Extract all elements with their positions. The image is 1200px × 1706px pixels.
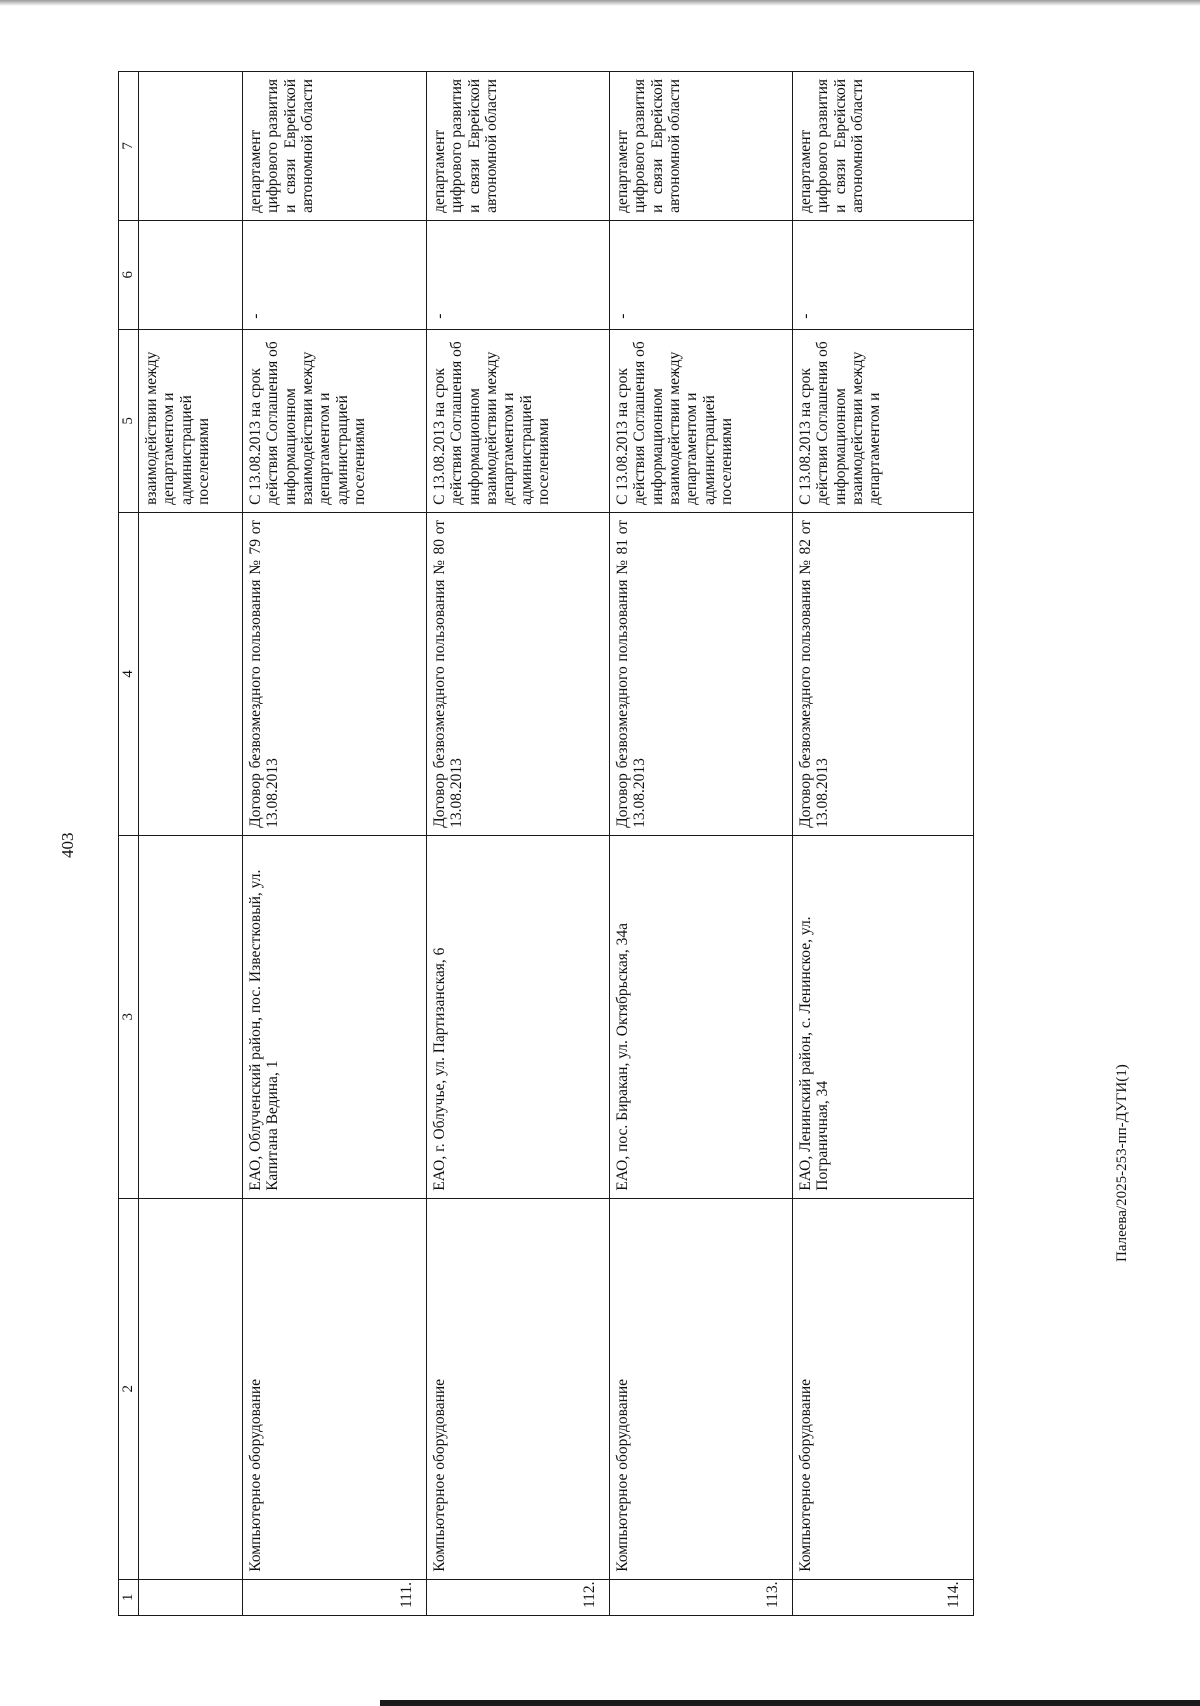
page-number: 403 <box>58 832 77 858</box>
item-document: Договор безвозмездного пользования № 82 от 13.08.2013 <box>792 512 973 835</box>
item-term: С 13.08.2013 на срок действия Соглашения об информационном взаимодействии между департаментом и администрацией поселениями <box>426 329 609 512</box>
item-term: С 13.08.2013 на срок действия Соглашения об информационном взаимодействии между департаментом и <box>792 329 973 512</box>
item-document: Договор безвозмездного пользования № 79 от 13.08.2013 <box>242 512 426 835</box>
table-row <box>242 72 426 1616</box>
table-row <box>792 72 973 1616</box>
item-name: Компьютерное оборудование <box>242 1198 426 1579</box>
column-header-6: 6 <box>119 220 139 329</box>
column-header-row <box>119 72 139 1616</box>
item-col6-dash: - <box>792 220 973 329</box>
row-number: 114. <box>792 1579 973 1615</box>
row-number: 113. <box>609 1579 792 1615</box>
item-term: С 13.08.2013 на срок действия Соглашения об информационном взаимодействии между департаментом и администрацией поселениями <box>242 329 426 512</box>
table-row <box>426 72 609 1616</box>
item-address: ЕАО, пос. Биракан, ул. Октябрьская, 34а <box>609 835 792 1198</box>
item-term: С 13.08.2013 на срок действия Соглашения об информационном взаимодействии между департаментом и администрацией поселениями <box>609 329 792 512</box>
item-document: Договор безвозмездного пользования № 81 от 13.08.2013 <box>609 512 792 835</box>
item-col6-dash: - <box>242 220 426 329</box>
row-number: 112. <box>426 1579 609 1615</box>
table-row <box>609 72 792 1616</box>
scan-edge-top <box>0 0 1200 6</box>
document-footer-code: Палеева/2025-253-пп-ДУГИ(1) <box>1114 1064 1130 1262</box>
continuation-row <box>138 72 242 1616</box>
column-header-5: 5 <box>119 329 139 512</box>
table-cell <box>138 835 242 1198</box>
item-document: Договор безвозмездного пользования № 80 от 13.08.2013 <box>426 512 609 835</box>
column-header-2: 2 <box>119 1198 139 1579</box>
table-cell <box>138 1198 242 1579</box>
row-number: 111. <box>242 1579 426 1615</box>
rotated-table-frame <box>118 71 969 1616</box>
item-col6-dash: - <box>609 220 792 329</box>
scan-edge-bottom <box>380 1700 1200 1706</box>
table-cell <box>138 512 242 835</box>
column-header-3: 3 <box>119 835 139 1198</box>
item-holder: департамент цифрового развития и связи Еврейской автономной области <box>792 72 973 221</box>
item-address: ЕАО, Ленинский район, с. Ленинское, ул. Пограничная, 34 <box>792 835 973 1198</box>
item-name: Компьютерное оборудование <box>609 1198 792 1579</box>
item-holder: департамент цифрового развития и связи Еврейской автономной области <box>242 72 426 221</box>
item-col6-dash: - <box>426 220 609 329</box>
column-header-1: 1 <box>119 1579 139 1615</box>
registry-table <box>118 71 974 1616</box>
item-name: Компьютерное оборудование <box>792 1198 973 1579</box>
item-address: ЕАО, г. Облучье, ул. Партизанская, 6 <box>426 835 609 1198</box>
continuation-term-cell: взаимодействии между департаментом и администрацией поселениями <box>138 329 242 512</box>
table-cell <box>138 72 242 221</box>
item-holder: департамент цифрового развития и связи Еврейской автономной области <box>426 72 609 221</box>
table-cell <box>138 1579 242 1615</box>
item-name: Компьютерное оборудование <box>426 1198 609 1579</box>
item-address: ЕАО, Облученский район, пос. Известковый, ул. Капитана Ведина, 1 <box>242 835 426 1198</box>
item-holder: департамент цифрового развития и связи Еврейской автономной области <box>609 72 792 221</box>
table-cell <box>138 220 242 329</box>
column-header-4: 4 <box>119 512 139 835</box>
column-header-7: 7 <box>119 72 139 221</box>
